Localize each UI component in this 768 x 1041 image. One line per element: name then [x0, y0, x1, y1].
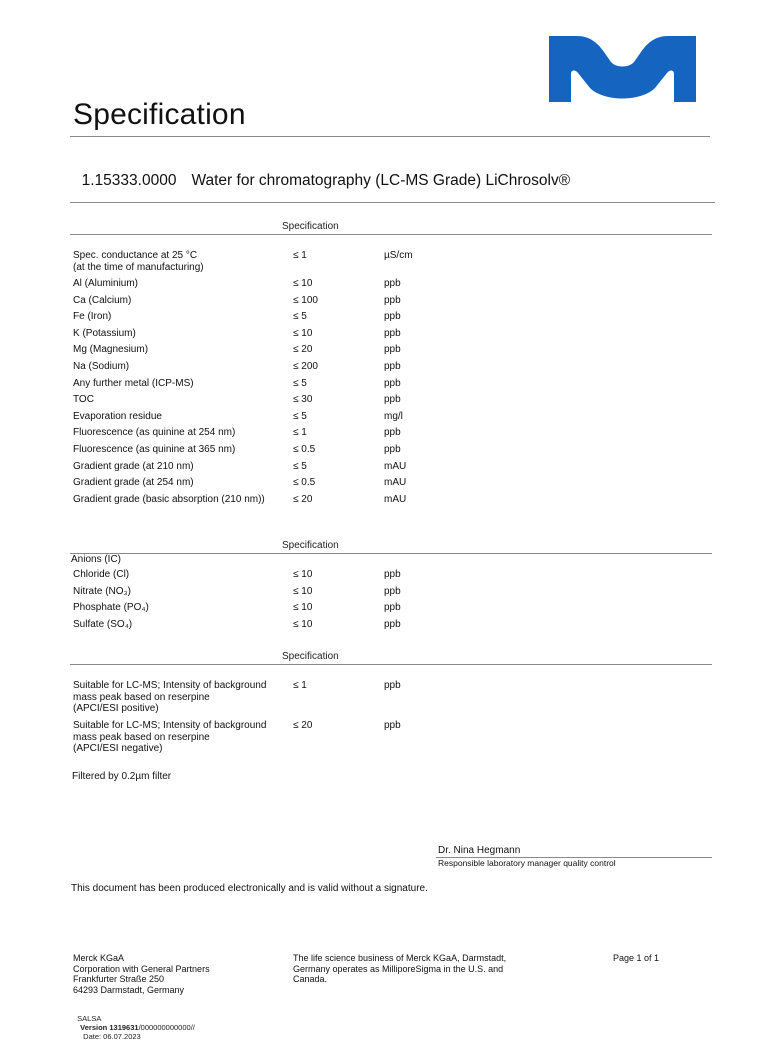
spec-name: K (Potassium)	[73, 327, 136, 339]
spec-unit: ppb	[384, 361, 401, 372]
spec-value: ≤ 5	[293, 460, 307, 472]
section-3-rule	[70, 664, 712, 665]
section-2-heading: Specification	[282, 540, 339, 551]
spec-unit: mAU	[384, 493, 407, 505]
spec-value: ≤ 10	[293, 327, 313, 339]
product-rule	[70, 202, 715, 203]
spec-unit: mAU	[384, 460, 407, 472]
spec-unit: ppb	[384, 602, 401, 613]
spec-unit: ppb	[384, 311, 401, 323]
spec-unit: ppb	[384, 444, 401, 455]
signatory-role: Responsible laboratory manager quality control	[438, 858, 616, 868]
section-2-rule	[70, 553, 712, 554]
spec-value: ≤ 5	[293, 377, 307, 389]
spec-name: Gradient grade (at 210 nm)	[73, 460, 194, 472]
spec-name: Al (Aluminium)	[73, 278, 139, 289]
spec-value: ≤ 20	[293, 493, 313, 505]
footer-page-number: Page 1 of 1	[613, 953, 660, 963]
logo-shape	[549, 36, 696, 102]
section-3-heading: Specification	[282, 651, 339, 662]
spec-name: Na (Sodium)	[73, 361, 130, 372]
validity-note: This document has been produced electronically and is valid without a signature.	[71, 883, 428, 894]
spec-value: ≤ 10	[293, 569, 313, 580]
version-label: Version 1319631	[80, 1023, 139, 1032]
spec-unit: ppb	[384, 585, 401, 597]
spec-name: Ca (Calcium)	[73, 294, 132, 306]
spec-name: Sulfate (SO₄)	[73, 618, 133, 630]
spec-name: Any further metal (ICP-MS)	[73, 377, 194, 389]
spec-name: Phosphate (PO₄)	[73, 602, 149, 613]
spec-value: ≤ 30	[293, 394, 313, 406]
spec-value: ≤ 5	[293, 410, 307, 422]
product-number: 1.15333.0000	[81, 172, 177, 189]
spec-name: Suitable for LC-MS; Intensity of background mass peak based on reserpine (APCI/ESI positive)	[73, 680, 267, 714]
spec-unit: ppb	[384, 377, 401, 389]
product-name: Water for chromatography (LC-MS Grade) LiChrosolv®	[191, 172, 571, 189]
footer-date: Date: 06.07.2023	[83, 1032, 141, 1041]
spec-value: ≤ 5	[293, 311, 307, 323]
product-line	[73, 154, 570, 190]
spec-value: ≤ 10	[293, 278, 313, 289]
title-rule	[70, 136, 710, 137]
section-1-heading: Specification	[282, 221, 339, 232]
spec-value: ≤ 20	[293, 720, 313, 731]
spec-name: Gradient grade (at 254 nm)	[73, 477, 194, 489]
spec-value: ≤ 1	[293, 427, 307, 439]
section-1-rule	[70, 234, 712, 235]
spec-name: Gradient grade (basic absorption (210 nm))	[73, 493, 265, 505]
version-suffix: /000000000000//	[138, 1023, 195, 1032]
spec-name: TOC	[73, 394, 94, 406]
footer-company: Merck KGaA Corporation with General Partners Frankfurter Straße 250 64293 Darmstadt, Germany	[73, 953, 210, 995]
spec-value: ≤ 1	[293, 680, 307, 691]
spec-value: ≤ 200	[293, 361, 318, 372]
spec-value: ≤ 0.5	[293, 444, 316, 455]
filter-note: Filtered by 0.2µm filter	[72, 771, 172, 782]
spec-name: Nitrate (NO₃)	[73, 585, 131, 597]
spec-name: Mg (Magnesium)	[73, 344, 149, 356]
spec-unit: ppb	[384, 720, 401, 731]
spec-name: Chloride (Cl)	[73, 569, 130, 580]
spec-name: Fluorescence (as quinine at 365 nm)	[73, 444, 236, 455]
merck-logo	[549, 36, 696, 102]
spec-unit: ppb	[384, 278, 401, 289]
spec-unit: mAU	[384, 477, 407, 489]
spec-unit: µS/cm	[384, 250, 413, 261]
spec-name: Fe (Iron)	[73, 311, 112, 323]
spec-value: ≤ 100	[293, 294, 318, 306]
spec-value: ≤ 0.5	[293, 477, 316, 489]
spec-unit: ppb	[384, 294, 401, 306]
spec-unit: ppb	[384, 427, 401, 439]
spec-value: ≤ 10	[293, 585, 313, 597]
spec-name: Spec. conductance at 25 °C (at the time of manufacturing)	[73, 250, 204, 273]
anions-group-label: Anions (IC)	[71, 554, 122, 565]
spec-value: ≤ 20	[293, 344, 313, 356]
salsa-label: SALSA	[77, 1014, 102, 1023]
spec-unit: ppb	[384, 680, 401, 691]
spec-name: Fluorescence (as quinine at 254 nm)	[73, 427, 236, 439]
spec-value: ≤ 10	[293, 618, 313, 630]
signatory-name: Dr. Nina Hegmann	[438, 845, 521, 856]
spec-unit: ppb	[384, 569, 401, 580]
spec-unit: ppb	[384, 327, 401, 339]
page-title: Specification	[73, 98, 246, 131]
spec-unit: ppb	[384, 618, 401, 630]
spec-name: Evaporation residue	[73, 410, 162, 422]
spec-value: ≤ 10	[293, 602, 313, 613]
spec-name: Suitable for LC-MS; Intensity of background mass peak based on reserpine (APCI/ESI negative)	[73, 720, 267, 754]
footer-business: The life science business of Merck KGaA, Darmstadt, Germany operates as MilliporeSigma in the U.S. and Canada.	[293, 953, 507, 984]
footer-version-line	[73, 1005, 195, 1041]
spec-unit: ppb	[384, 344, 401, 356]
spec-value: ≤ 1	[293, 250, 307, 261]
spec-unit: mg/l	[384, 410, 403, 422]
spec-unit: ppb	[384, 394, 401, 406]
